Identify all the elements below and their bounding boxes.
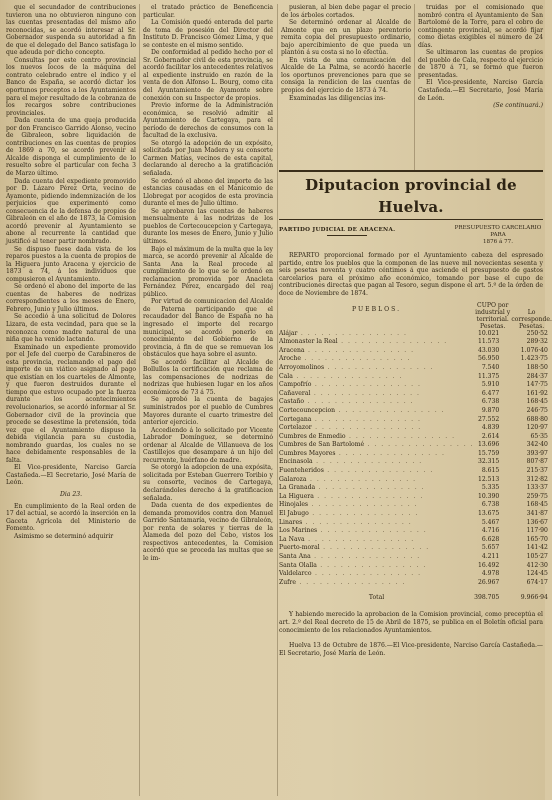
corresponde-cell: 674·17 — [526, 578, 548, 586]
cupo-cell: 4.978 — [481, 570, 500, 578]
paragraph: Dada cuenta de dos expedientes de demanda promovidos contra don Manuel Garrido Santamaría, vecino de Gibraleón, por renta de solares y tierras de la Alameda del pozo del Cebo, vistos los respectivos antecedentes, la Comision acordó que se proceda las multas que se le im- — [143, 502, 273, 562]
pueblo-cell — [279, 493, 474, 502]
leader-dots: . . . . . . . . . . . . . . . . — [337, 338, 448, 346]
reparto-table — [279, 302, 552, 604]
table-row — [279, 433, 552, 442]
paragraph: Se otorgó la adopcion de una expósita, solicitada por Esteban Guerrero Toribio y su consorte, vecinos de Cartegaya, declarándoles derecho á la gratificacion señalada. — [143, 464, 273, 502]
leader-dots: . . . . . . . . . . . . . . . . — [335, 449, 446, 457]
pueblo-name: Campofrío — [279, 381, 312, 389]
table-row — [279, 381, 552, 390]
pueblo-name: Almonaster la Real — [279, 338, 338, 346]
cupo-cell: 4.211 — [481, 553, 500, 560]
corresponde-cell: 342·40 — [526, 441, 548, 449]
leader-dots: . . . . . . . . . . . . . . . . — [315, 484, 426, 492]
leader-dots: . . . . . . . . . . . . . . . . — [292, 372, 403, 380]
paragraph: Se otorgó la adopción de un expósito, solicitada por Juan Madera y su consorte Carmen Matías, vecinos de esta capital, declarando al derecho a la gratificación señalada. — [143, 139, 273, 178]
pueblo-name: Aracena — [279, 346, 305, 354]
section-rule — [279, 219, 543, 220]
budget-year: 1876 á 77. — [482, 239, 514, 245]
leader-dots: . . . . . . . . . . . . . . . . — [364, 441, 475, 449]
dateline: Dia 23. — [59, 491, 83, 498]
corresponde-cell: 412·30 — [526, 561, 548, 569]
table-row — [279, 458, 552, 467]
pueblo-name: Puerto-moral — [279, 544, 320, 552]
paragraph: Dada cuenta de una queja producida por don Francisco Garrido Alonso, vecino de Gibraleon, sobre liquidación de contribuciones en las cuentas de propios de 1869 a 70, se acordó prevenir al Alcalde disponga el cumplimiento de lo resuelto sobre el particular con fecha 3 de Marzo último. — [6, 117, 136, 178]
table-row — [279, 330, 552, 339]
cupo-cell: 11.375 — [477, 372, 500, 380]
table-row — [279, 570, 552, 579]
cupo-cell: 6.738 — [481, 501, 500, 509]
table-row — [279, 467, 552, 476]
table-row — [279, 390, 552, 399]
table-row — [279, 484, 552, 493]
paragraph: Consultas por este centro provincial los nuevos locos de la máquina del contrato celebrado entre el indico y el Banco de España, se acordó dictar los oportunos preceptos a los Ayuntamientos para el mejor resultado de la cobranza de los recargos sobre contribuciones provinciales. — [6, 56, 136, 117]
corresponde-cell: 124·45 — [526, 570, 548, 578]
pueblo-cell — [279, 450, 474, 459]
corresponde-cell: 165·70 — [526, 535, 548, 543]
pueblo-name: Castaño — [279, 398, 305, 406]
leader-dots: . . . . . . . . . . . . . . . . — [310, 553, 421, 560]
budget-title: PRESUPUESTO CARCELARIO PARA — [454, 225, 542, 238]
subheading — [279, 225, 543, 246]
leader-dots: . . . . . . . . . . . . . . . . — [302, 518, 413, 526]
pueblo-name: La Nava — [279, 535, 305, 543]
leader-dots: . . . . . . . . . . . . . . . . — [311, 424, 422, 432]
reparto-intro: REPARTO proporcional formado por el Ayuntamiento cabeza del espresado partido, entre los pueblos que la componen de las nueve mil novecientas sesenta y seis pesetas noventa y cuatro céntimos á que asciende el presupuesto de gastos carcelarios para el próximo año económico, tomando por base el cupo de contribuciones directas que pagan al Tesoro, segun dispone el art. 5.º de la órden de doce de Noviembre de 1874. — [279, 252, 543, 297]
pueblo-name: Santa Ana — [279, 553, 311, 560]
pueblo-cell — [279, 347, 474, 356]
column-1 — [6, 4, 136, 796]
cupo-cell: 43.030 — [477, 346, 500, 354]
corresponde-cell: 147·75 — [526, 381, 548, 389]
section-title: Diputacion provincial de Huelva. — [305, 176, 517, 216]
corresponde-cell: 250·52 — [526, 329, 548, 337]
leader-dots: . . . . . . . . . . . . . . . . — [319, 544, 430, 552]
leader-dots: . . . . . . . . . . . . . . . . — [304, 398, 415, 406]
cupo-cell: 4.839 — [481, 424, 500, 432]
pueblo-name: Zufre — [279, 578, 296, 586]
table-row — [279, 544, 552, 553]
table-row — [279, 476, 552, 485]
cupo-cell: 5.910 — [481, 381, 500, 389]
column-divider — [139, 4, 140, 796]
signature-paragraph: Huelva 13 de Octubre de 1876.—El Vice-presidente, Narciso García Castañeda.—El Secretario, José María de León. — [279, 642, 543, 657]
short-rule — [327, 235, 367, 236]
pueblo-cell — [279, 544, 474, 553]
total-label: Total — [368, 594, 385, 602]
cupo-cell: 6.477 — [481, 389, 500, 397]
leader-dots: . . . . . . . . . . . . . . . . — [311, 570, 422, 578]
total-corresponde: 9.966·94 — [520, 594, 548, 602]
total-cupo: 398.705 — [474, 594, 500, 602]
column-2 — [143, 4, 273, 796]
pueblo-cell — [279, 364, 474, 373]
paragraph: Previo informe de la Administración económica, se resolvió admitir al Ayuntamiento de Cartegaya, para el período de derechos de consumos con la facultad de la exclusiva. — [143, 102, 273, 140]
paragraph: Se determinó ordenar al Alcalde de Almonte que en un plazo perentorio remita copia del presupuesto ordinario, bajo apercibimiento de que pueda un plantón á su costa si no lo efectúa. — [281, 19, 411, 57]
table-row — [279, 338, 552, 347]
corresponde-cell: 215·37 — [526, 467, 548, 475]
pueblo-cell — [279, 355, 474, 364]
budget-label — [453, 225, 543, 246]
column-3 — [281, 4, 411, 170]
paragraph: Se ultimaron las cuentas de propios del pueblo de Cala, respecto al ejercicio de 1870 á 71, se formó que fueron presentadas. — [418, 49, 543, 79]
pueblo-cell — [279, 390, 474, 399]
pueblo-name: Santa Olalla — [279, 561, 317, 569]
paragraph: La Comisión quedó enterada del parte de toma de posesión del Director del Instituto D. Francisco Gómez Lima, y que se conteste en el mismo sentido. — [143, 19, 273, 49]
table-row — [279, 579, 552, 588]
paragraph: Accediendo á lo solicitado por Vicente Labrador Domínguez, se determinó ordenar al Alcalde de Villanueva de los Castillejos que desampare á un hijo del recurrente, huérfano de madre. — [143, 426, 273, 464]
corresponde-cell: 688·80 — [526, 415, 548, 423]
cupo-cell: 27.552 — [477, 415, 500, 423]
corresponde-cell: 393·97 — [526, 449, 548, 457]
pueblo-name: Arroyomolinos — [279, 363, 325, 371]
closing-paragraph: Y habiendo merecido la aprobacion de la Comision provincial, como preceptúa el art. 2.º del Real decreto de 15 de Abril de 1875, se publica en el Boletín oficial para conocimiento de los relacionados Ayuntamientos. — [279, 611, 543, 634]
corresponde-cell: 1.423·75 — [520, 355, 548, 363]
cupo-cell: 8.615 — [481, 467, 500, 475]
pueblo-name: Linares — [279, 518, 303, 526]
pueblo-cell — [279, 381, 474, 390]
pueblo-name: La Higuera — [279, 492, 314, 500]
paragraph: En vista de una comunicación del Alcalde de La Palma, se acordó hacerle los oportunos prevenciones para que se consiga la rendicion de las cuentas de propios del ejercicio de 1873 á 74. — [281, 56, 411, 95]
cupo-cell: 13.696 — [477, 441, 500, 449]
col-header-pueblos: PUEBLOS. — [352, 305, 402, 313]
pueblo-name: Cañaveral — [279, 389, 311, 397]
leader-dots: . . . . . . . . . . . . . . . . — [300, 355, 411, 363]
leader-dots: . . . . . . . . . . . . . . . . — [335, 406, 446, 414]
pueblo-cell — [279, 458, 474, 467]
corresponde-cell: 136·67 — [526, 518, 548, 526]
cupo-cell: 10.021 — [477, 329, 500, 337]
pueblo-cell — [279, 501, 474, 510]
paragraph: truidas por el comisionado que nombró contra el Ayuntamiento de San Bartolomé de la Torre, para el cobro de contingente provincial, se acordó fijar como dietas exigibles el número de 24 días. — [418, 4, 543, 49]
cupo-cell: 13.675 — [477, 510, 500, 518]
pueblo-cell — [279, 510, 474, 519]
leader-dots: . . . . . . . . . . . . . . . . — [311, 381, 422, 389]
leader-dots: . . . . . . . . . . . . . . . . — [304, 535, 415, 543]
pueblo-name: El Jabugo — [279, 510, 309, 518]
table-row — [279, 527, 552, 536]
leader-dots: . . . . . . . . . . . . . . . . — [308, 510, 419, 518]
pueblo-cell — [279, 441, 474, 450]
table-row — [279, 424, 552, 433]
pueblo-name: Cala — [279, 372, 293, 380]
table-row — [279, 364, 552, 373]
corresponde-cell: 807·87 — [526, 458, 548, 466]
paragraph: el tratado práctico de Beneficencia particular. — [143, 4, 273, 19]
table-row — [279, 553, 552, 562]
leader-dots: . . . . . . . . . . . . . . . . — [311, 415, 422, 423]
table-row — [279, 562, 552, 571]
diputacion-section — [279, 170, 552, 796]
pueblo-cell — [279, 476, 474, 485]
paragraph: Dada cuenta del expediente promovido por D. Lázaro Pérez Orta, vecino de Ayamonte, pidiendo indemnización de los perjuicios que experimentó como consecuencia de la defensa de propios de Gibraleón en el año de 1873, la Comision acordó prevenir al Ayuntamiento se abone al recurrente la cantidad que justificó al tener partir nombrado. — [6, 177, 136, 245]
paragraph: que el secundador de contribuciones tuvieron una no obtuvieron ninguno con las cuentas presentadas del mismo año reconocidas, se acordó interesar al Sr. Gobernador suspenda su autoridad a fin de que el delegado del Banco satisfaga lo que adeuda por dicho concepto. — [6, 4, 136, 57]
cupo-cell: 6.628 — [481, 535, 500, 543]
corresponde-cell: 341·87 — [526, 510, 548, 518]
leader-dots: . . . . . . . . . . . . . . . . — [323, 467, 434, 475]
district-label: PARTIDO JUDICIAL DE ARACENA. — [279, 227, 396, 233]
pueblo-name: Valdelarco — [279, 570, 312, 578]
pueblo-name: Fuenteheridos — [279, 467, 324, 475]
pueblo-name: Cumbres de Enmedio — [279, 432, 346, 440]
paragraph: Examinado un expediente promovido por el Jefe del cuerpo de Carabineros de esta provincia, reclamando el pago del importe de un viático asignado al pago que existían en los cuarteles de Almonte, y que fueron destruidos durante el tiempo que estuvo ocupado por la fuerza durante los acontecimientos revolucionarios, se acordó informar al Sr. Gobernador civil de la provincia que procede se desestime la pretensión, toda vez que el Ayuntamiento dispuso la debida vigilancia para su custodia, nombrando guardas, los cuales no se hace debidamente responsables de la falta. — [6, 343, 136, 464]
leader-dots: . . . . . . . . . . . . . . . . — [345, 432, 456, 440]
paragraph: El Vice-presidente, Narciso García Castañeda.—El Secretario, José María de León. — [6, 464, 136, 487]
leader-dots: . . . . . . . . . . . . . . . . — [312, 458, 423, 466]
paragraph: Se aprobó la cuenta de bagajes suministrados por el pueblo de Cumbres Mayores durante el cuarto trimestre del anterior ejercicio. — [143, 396, 273, 427]
corresponde-cell: 161·92 — [526, 389, 548, 397]
paragraph: Se ordenó el abono del importe de las estancias causadas en el Manicomio de Llobregat por acogidos de esta provincia durante el mes de Julio último. — [143, 177, 273, 208]
corresponde-cell: 246·75 — [526, 406, 548, 414]
corresponde-cell: 65·35 — [530, 432, 548, 440]
pueblo-name: Los Marines — [279, 527, 318, 535]
cupo-cell: 11.573 — [477, 338, 500, 346]
pueblo-name: Cumbres de San Bartolomé — [279, 441, 365, 449]
leader-dots: . . . . . . . . . . . . . . . . — [304, 346, 415, 354]
table-row — [279, 519, 552, 528]
pueblo-cell — [279, 407, 474, 416]
leader-dots: . . . . . . . . . . . . . . . . — [297, 329, 408, 337]
cupo-cell: 32.315 — [477, 458, 500, 466]
pueblo-name: Cortecouncepcion — [279, 406, 336, 414]
table-row — [279, 536, 552, 545]
cupo-cell: 10.390 — [477, 492, 500, 500]
paragraph: De conformidad al pedido hecho por el Sr. Gobernador civil de esta provincia, se acordó facilitar los antecedentes relativos al expediente instruido en razón de la venta de don Alfonso L. Bourg, como cita del Ayuntamiento de Ayamonte sobre conexión con su Inspector de propios. — [143, 49, 273, 102]
continuation-note: (Se continuará.) — [493, 102, 543, 110]
total-row — [279, 587, 552, 603]
paragraph: Se dispuso fuese dada vista de los reparos puestos a la cuenta de propios de la Higuera junto Aracena y ejercicio de 1873 a 74, á los individuos que compusieron el Ayuntamiento. — [6, 245, 136, 283]
pueblo-cell — [279, 484, 474, 493]
table-row — [279, 510, 552, 519]
corresponde-cell: 289·32 — [526, 338, 548, 346]
column-divider — [414, 4, 415, 170]
corresponde-cell: 1.076·40 — [520, 346, 548, 354]
table-row — [279, 373, 552, 382]
pueblo-name: Encinasola — [279, 458, 313, 466]
cupo-cell: 56.950 — [477, 355, 500, 363]
paragraph: pusieran, al bien debe pagar el precio de los árboles cortados. — [281, 4, 411, 19]
corresponde-cell: 168·45 — [526, 398, 548, 406]
pueblo-name: Cumbres Mayores — [279, 449, 336, 457]
corresponde-cell: 120·97 — [526, 424, 548, 432]
paragraph: Examinadas las diligencias ins- — [289, 94, 386, 102]
leader-dots: . . . . . . . . . . . . . . . . — [310, 389, 421, 397]
corresponde-cell: 312·82 — [526, 475, 548, 483]
corresponde-cell: 117·90 — [526, 527, 548, 535]
corresponde-cell: 133·37 — [526, 484, 548, 492]
paragraph: Se accedió á una solicitud de Dolores Lizara, de esta vecindad, para que se la reconozca como madre natural de una niña que ha venido lactando. — [6, 313, 136, 344]
column-divider — [277, 4, 278, 796]
leader-dots: . . . . . . . . . . . . . . . . — [313, 492, 424, 500]
cupo-cell: 7.540 — [481, 363, 500, 371]
cupo-cell: 26.967 — [477, 578, 500, 586]
pueblo-name: Alájar — [279, 329, 298, 337]
cupo-cell: 4.716 — [481, 527, 500, 535]
pueblo-name: Cortelazor — [279, 424, 312, 432]
cupo-header-text: CUPO por industrial y territorial. — [475, 301, 511, 323]
table-row — [279, 501, 552, 510]
currency-label: Pesetas. — [518, 322, 545, 330]
table-row — [279, 416, 552, 425]
cupo-cell: 5.657 — [481, 544, 500, 552]
pueblo-name: Aroche — [279, 355, 301, 363]
section-rule — [279, 170, 543, 172]
table-row — [279, 347, 552, 356]
col-header-corresponde — [511, 302, 552, 330]
paragraph: El Vice-presidente, Narciso García Castañeda.—El Secretario, José María de León. — [418, 79, 543, 102]
leader-dots: . . . . . . . . . . . . . . . . — [317, 527, 428, 535]
pueblo-cell — [279, 570, 474, 579]
paragraph: Asimismo se determinó adquirir — [14, 532, 114, 540]
paragraph: Bajo el máximum de la multa que la ley marca, se acordó prevenir al Alcalde de Santa Ana la Real procede al cumplimiento de lo que se le ordenó en reclamacion promovida por Anacleta Fernández Pérez, encargado del reaj público. — [143, 245, 273, 298]
pueblo-cell — [279, 338, 474, 347]
leader-dots: . . . . . . . . . . . . . . . . — [316, 561, 427, 569]
column-4 — [418, 4, 543, 170]
table-row — [279, 450, 552, 459]
pueblo-cell — [279, 433, 474, 442]
pueblo-cell — [279, 373, 474, 382]
pueblo-cell — [279, 398, 474, 407]
leader-dots: . . . . . . . . . . . . . . . . — [306, 475, 417, 483]
pueblo-cell — [279, 330, 474, 339]
table-row — [279, 398, 552, 407]
corresponde-cell: 168·45 — [526, 501, 548, 509]
cupo-cell: 2.614 — [481, 432, 500, 440]
pueblo-cell — [279, 424, 474, 433]
paragraph: Por virtud de comunicacion del Alcalde de Paterna participando que el recaudador del Banco de España no ha ingresado el importe del recargo municipal, se acordó ponerlo en conocimiento del Gobierno de la provincia, á fin de que se remuevan los obstáculos que haya sobre el asunto. — [143, 298, 273, 359]
pueblo-cell — [279, 579, 474, 588]
col-header-cupo — [474, 302, 511, 330]
corresponde-cell: 188·50 — [526, 363, 548, 371]
pueblo-cell — [279, 553, 474, 562]
currency-label: Pesetas. — [480, 322, 506, 330]
leader-dots: . . . . . . . . . . . . . . . . — [308, 501, 419, 509]
pueblo-cell — [279, 536, 474, 545]
corresponde-cell: 259·75 — [526, 492, 548, 500]
pueblo-cell — [279, 562, 474, 571]
table-row — [279, 441, 552, 450]
paragraph: En cumplimiento de la Real orden de 17 del actual, se acordó la inserción en la Gaceta Agrícola del Ministerio de Fomento. — [6, 502, 136, 533]
cupo-cell: 5.467 — [481, 518, 500, 526]
table-row — [279, 407, 552, 416]
pueblo-cell — [279, 519, 474, 528]
paragraph: Se ordenó el abono del importe de las cuentas de haberes de nodrizas correspondientes a los meses de Enero, Febrero, Junio y Julio últimos. — [6, 283, 136, 313]
cupo-cell: 5.335 — [481, 484, 500, 492]
cupo-cell: 12.513 — [477, 475, 500, 483]
paragraph: Se aprobaron las cuentas de haberes mensualmente á las nodrizas de los pueblos de Cortecoucepcion y Cartegaya, durante los meses de Enero, Junio y Julio últimos. — [143, 207, 273, 245]
cupo-cell: 15.759 — [477, 449, 500, 457]
pueblo-cell — [279, 527, 474, 536]
pueblo-cell — [279, 416, 474, 425]
table-row — [279, 493, 552, 502]
paragraph: Se acordó facilitar al Alcalde de Bollullos la certificación que reclama de las compensaciones de nodrizas de nodrizas que hubiesen lugar en los años económicos de 73 á 75. — [143, 358, 273, 396]
pueblo-name: Hinojales — [279, 501, 309, 509]
pueblo-name: Galaroza — [279, 475, 307, 483]
corresponde-cell: 284·37 — [526, 372, 548, 380]
cupo-cell: 16.492 — [477, 561, 500, 569]
table-row — [279, 355, 552, 364]
pueblo-name: La Granada — [279, 484, 316, 492]
corresponde-cell: 105·27 — [526, 553, 548, 560]
corresponde-cell: 141·42 — [526, 544, 548, 552]
leader-dots: . . . . . . . . . . . . . . . . — [295, 578, 406, 586]
leader-dots: . . . . . . . . . . . . . . . . — [324, 363, 435, 371]
cupo-cell: 9.870 — [481, 406, 500, 414]
cupo-cell: 6.738 — [481, 398, 500, 406]
pueblo-cell — [279, 467, 474, 476]
pueblo-name: Cortegana — [279, 415, 312, 423]
corr-header-text: Lo corresponde. — [511, 308, 552, 323]
